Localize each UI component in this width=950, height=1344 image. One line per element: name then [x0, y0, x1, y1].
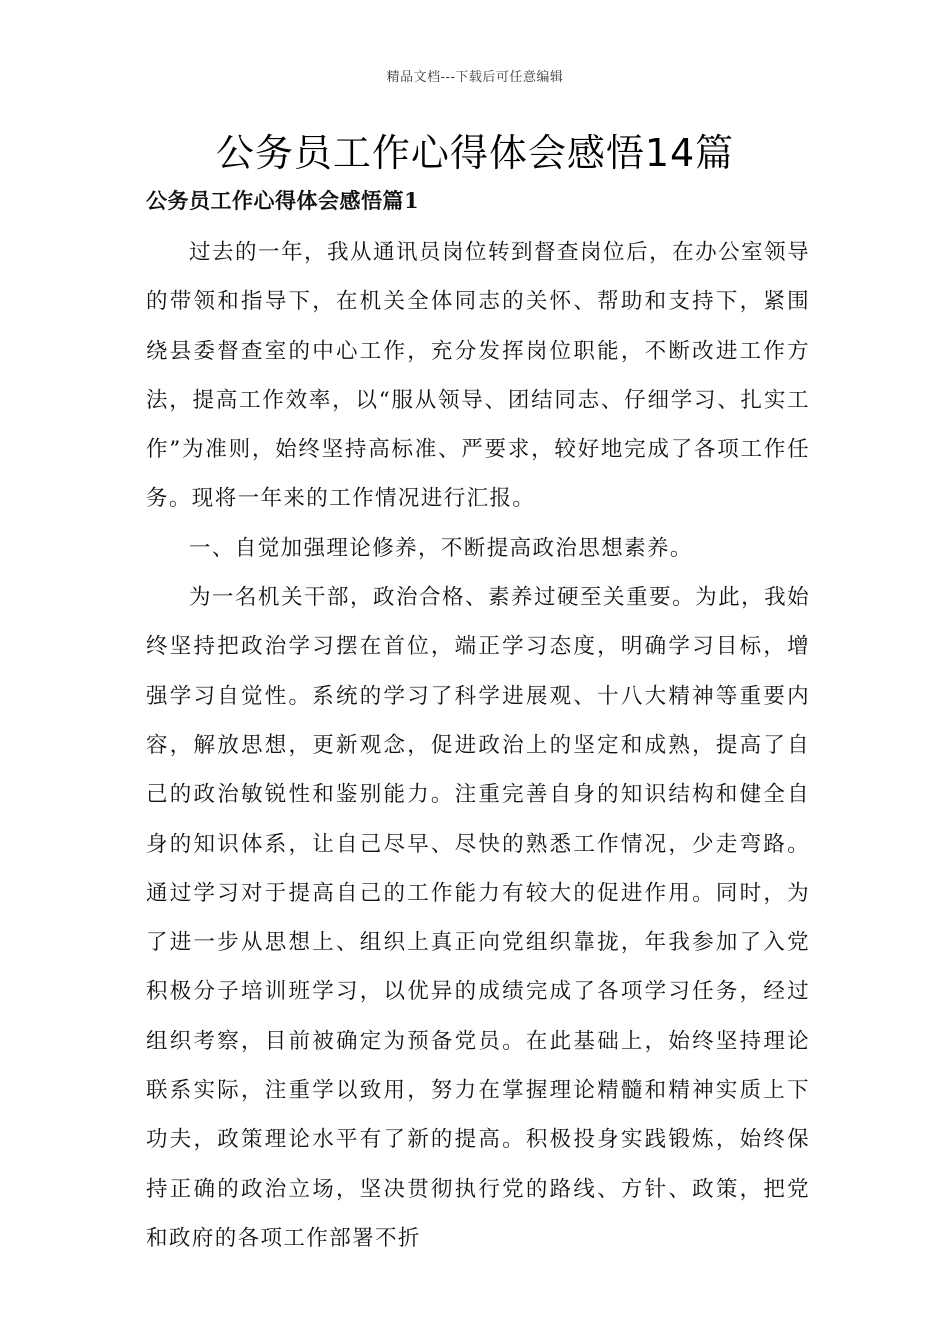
section-heading: 公务员工作心得体会感悟篇1: [146, 188, 420, 213]
document-body: [146, 228, 810, 1263]
paragraph-subheading: 一、自觉加强理论修养，不断提高政治思想素养。: [189, 535, 693, 561]
document-title: 公务员工作心得体会感悟14篇: [215, 131, 735, 175]
paragraph-body: 为一名机关干部，政治合格、素养过硬至关重要。为此，我始终坚持把政治学习摆在首位，端正学习态度，明确学习目标，增强学习自觉性。系统的学习了科学进展观、十八大精神等重要内容，解放思想，更新观念，促进政治上的坚定和成熟，提高了自己的政治敏锐性和鉴别能力。注重完善自身的知识结构和健全自身的知识体系，让自己尽早、尽快的熟悉工作情况，少走弯路。通过学习对于提高自己的工作能力有较大的促进作用。同时，为了进一步从思想上、组织上真正向党组织靠拢，年我参加了入党积极分子培训班学习，以优异的成绩完成了各项学习任务，经过组织考察，目前被确定为预备党员。在此基础上，始终坚持理论联系实际，注重学以致用，努力在掌握理论精髓和精神实质上下功夫，政策理论水平有了新的提高。积极投身实践锻炼，始终保持正确的政治立场，坚决贯彻执行党的路线、方针、政策，把党和政府的各项工作部署不折: [146, 585, 810, 1251]
paragraph-intro: 过去的一年，我从通讯员岗位转到督查岗位后，在办公室领导的带领和指导下，在机关全体同志的关怀、帮助和支持下，紧围绕县委督查室的中心工作，充分发挥岗位职能，不断改进工作方法，提高工作效率，以“服从领导、团结同志、仔细学习、扎实工作”为准则，始终坚持高标准、严要求，较好地完成了各项工作任务。现将一年来的工作情况进行汇报。: [146, 240, 810, 512]
header-note: 精品文档---下载后可任意编辑: [386, 70, 564, 85]
